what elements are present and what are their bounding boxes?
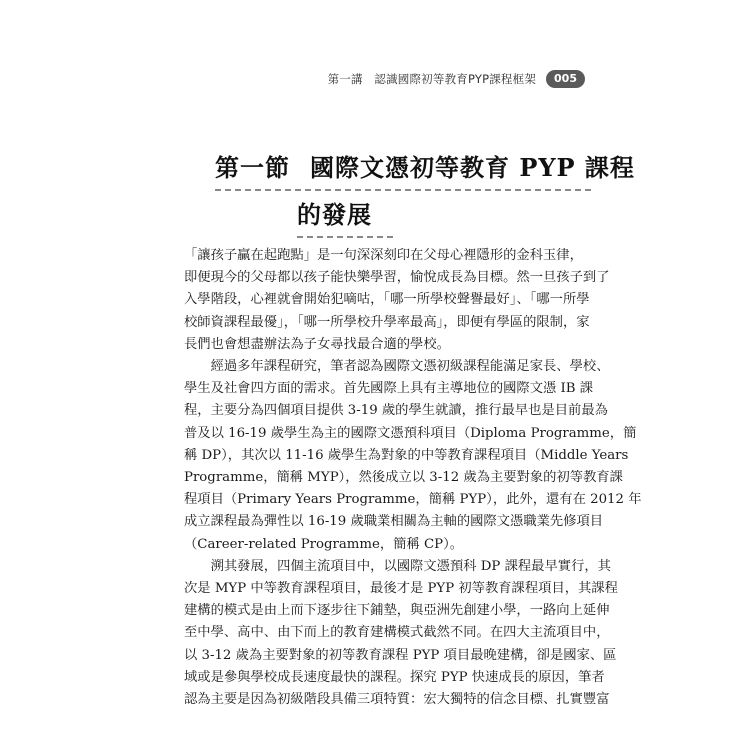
section-title-line-2: 的發展 bbox=[297, 195, 393, 238]
body-text bbox=[184, 245, 642, 711]
text-line: 稱 DP），其次以 11-16 歲學生為對象的中等教育課程項目（Middle Years bbox=[184, 447, 629, 463]
text-line: （Career-related Programme，簡稱 CP）。 bbox=[184, 536, 464, 552]
section-number: 第一節 bbox=[215, 153, 290, 182]
text-line: 即便現今的父母都以孩子能快樂學習，愉悅成長為目標。然一旦孩子到了 bbox=[184, 270, 610, 286]
text-line: 溯其發展，四個主流項目中，以國際文憑預科 DP 課程最早實行，其 bbox=[184, 558, 611, 574]
text-line: 次是 MYP 中等教育課程項目，最後才是 PYP 初等教育課程項目，其課程 bbox=[184, 581, 618, 597]
text-line: 學生及社會四方面的需求。首先國際上具有主導地位的國際文憑 IB 課 bbox=[184, 381, 594, 397]
text-line: 普及以 16-19 歲學生為主的國際文憑預科項目（Diploma Programme，簡 bbox=[184, 425, 637, 441]
paragraph-2 bbox=[184, 356, 642, 556]
text-line: 長們也會想盡辦法為子女尋找最合適的學校。 bbox=[184, 336, 450, 352]
text-line: 經過多年課程研究，筆者認為國際文憑初級課程能滿足家長、學校、 bbox=[184, 359, 610, 375]
text-line: 程項目（Primary Years Programme，簡稱 PYP），此外，還有在 2012 年 bbox=[184, 492, 642, 508]
text-line: 入學階段，心裡就會開始犯嘀咕，「哪一所學校聲譽最好」、「哪一所學 bbox=[184, 292, 590, 308]
text-line: 以 3-12 歲為主要對象的初等教育課程 PYP 項目最晚建構，卻是國家、區 bbox=[184, 647, 617, 663]
text-line: 至中學、高中、由下而上的教育建構模式截然不同。在四大主流項目中， bbox=[184, 625, 610, 641]
text-line: Programme，簡稱 MYP），然後成立以 3-12 歲為主要對象的初等教育課 bbox=[184, 470, 623, 486]
text-line: 認為主要是因為初級階段具備三項特質：宏大獨特的信念目標、扎實豐富 bbox=[184, 692, 610, 708]
text-line: 域或是參與學校成長速度最快的課程。探究 PYP 快速成長的原因，筆者 bbox=[184, 669, 605, 685]
paragraph-3 bbox=[184, 556, 618, 711]
section-heading: 國際文憑初等教育 PYP 課程 bbox=[310, 153, 635, 182]
page-number-badge: 005 bbox=[546, 70, 585, 88]
text-line: 程，主要分為四個項目提供 3-19 歲的學生就讀，推行最早也是目前最為 bbox=[184, 403, 608, 419]
paragraph-1 bbox=[184, 245, 610, 356]
section-title-line-1 bbox=[215, 148, 635, 191]
text-line: 建構的模式是由上而下逐步往下鋪墊，與亞洲先創建小學，一路向上延伸 bbox=[184, 603, 610, 619]
chapter-title: 第一講 認識國際初等教育PYP課程框架 bbox=[327, 72, 537, 86]
text-line: 成立課程最為彈性以 16-19 歲職業相關為主軸的國際文憑職業先修項目 bbox=[184, 514, 604, 530]
text-line: 「讓孩子贏在起跑點」是一句深深刻印在父母心裡隱形的金科玉律， bbox=[184, 248, 583, 263]
section-title bbox=[215, 148, 635, 238]
text-line: 校師資課程最優」，「哪一所學校升學率最高」，即便有學區的限制，家 bbox=[184, 314, 590, 330]
running-header bbox=[328, 70, 585, 88]
